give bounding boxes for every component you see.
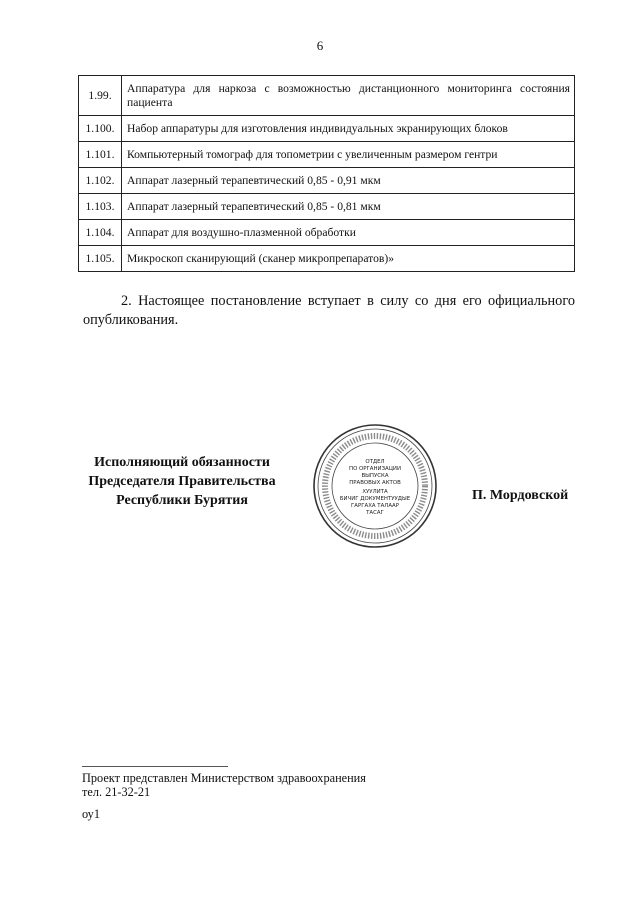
row-text: Аппаратура для наркоза с возможностью дистанционного мониторинга состояния пациента	[122, 76, 575, 116]
footnote	[82, 771, 366, 799]
row-text: Компьютерный томограф для топометрии с увеличенным размером гентри	[122, 142, 575, 168]
seal-text-line: ГАРГАХА ТАЛААР	[351, 503, 399, 509]
seal-text-line: БИЧИГ ДОКУМЕНТУУДЫЕ	[339, 496, 411, 502]
table-row	[79, 246, 575, 272]
signatory-title-line: Республики Бурятия	[116, 493, 248, 508]
footnote-divider	[82, 766, 228, 767]
row-text: Аппарат лазерный терапевтический 0,85 - 0,81 мкм	[122, 194, 575, 220]
row-text: Набор аппаратуры для изготовления индивидуальных экранирующих блоков	[122, 116, 575, 142]
row-number: 1.99.	[79, 76, 122, 116]
table-row	[79, 194, 575, 220]
seal-text-line: ХУУЛИТА	[362, 489, 388, 495]
signatory-name: П. Мордовской	[472, 488, 569, 503]
page-number: 6	[316, 38, 324, 53]
row-number: 1.101.	[79, 142, 122, 168]
footnote-line: Проект представлен Министерством здравоохранения	[82, 771, 366, 785]
effective-date-paragraph: 2. Настоящее постановление вступает в силу со дня его официального опубликования.	[83, 293, 575, 328]
row-text: Аппарат для воздушно-плазменной обработки	[122, 220, 575, 246]
table-row	[79, 76, 575, 116]
footnote-line: тел. 21-32-21	[82, 785, 151, 799]
table-row	[79, 142, 575, 168]
row-number: 1.105.	[79, 246, 122, 272]
signatory-title	[82, 453, 282, 510]
seal-icon	[312, 423, 438, 549]
table-row	[79, 168, 575, 194]
seal-text-line: ПРАВОВЫХ АКТОВ	[349, 480, 401, 486]
row-text: Микроскоп сканирующий (сканер микропрепаратов)»	[122, 246, 575, 272]
seal-text-line: ВЫПУСКА	[361, 473, 389, 479]
seal-text-line: ТАСАГ	[366, 510, 384, 516]
table-row	[79, 116, 575, 142]
row-number: 1.103.	[79, 194, 122, 220]
seal-text-line: ПО ОРГАНИЗАЦИИ	[349, 466, 401, 472]
signatory-title-line: Председателя Правительства	[88, 474, 276, 489]
table-row	[79, 220, 575, 246]
document-code: оу1	[82, 807, 100, 821]
seal-text-line: ОТДЕЛ	[365, 459, 385, 465]
row-number: 1.100.	[79, 116, 122, 142]
row-number: 1.104.	[79, 220, 122, 246]
row-number: 1.102.	[79, 168, 122, 194]
signatory-title-line: Исполняющий обязанности	[94, 455, 270, 470]
equipment-table	[78, 75, 575, 272]
official-seal-stamp	[312, 423, 438, 549]
row-text: Аппарат лазерный терапевтический 0,85 - 0,91 мкм	[122, 168, 575, 194]
